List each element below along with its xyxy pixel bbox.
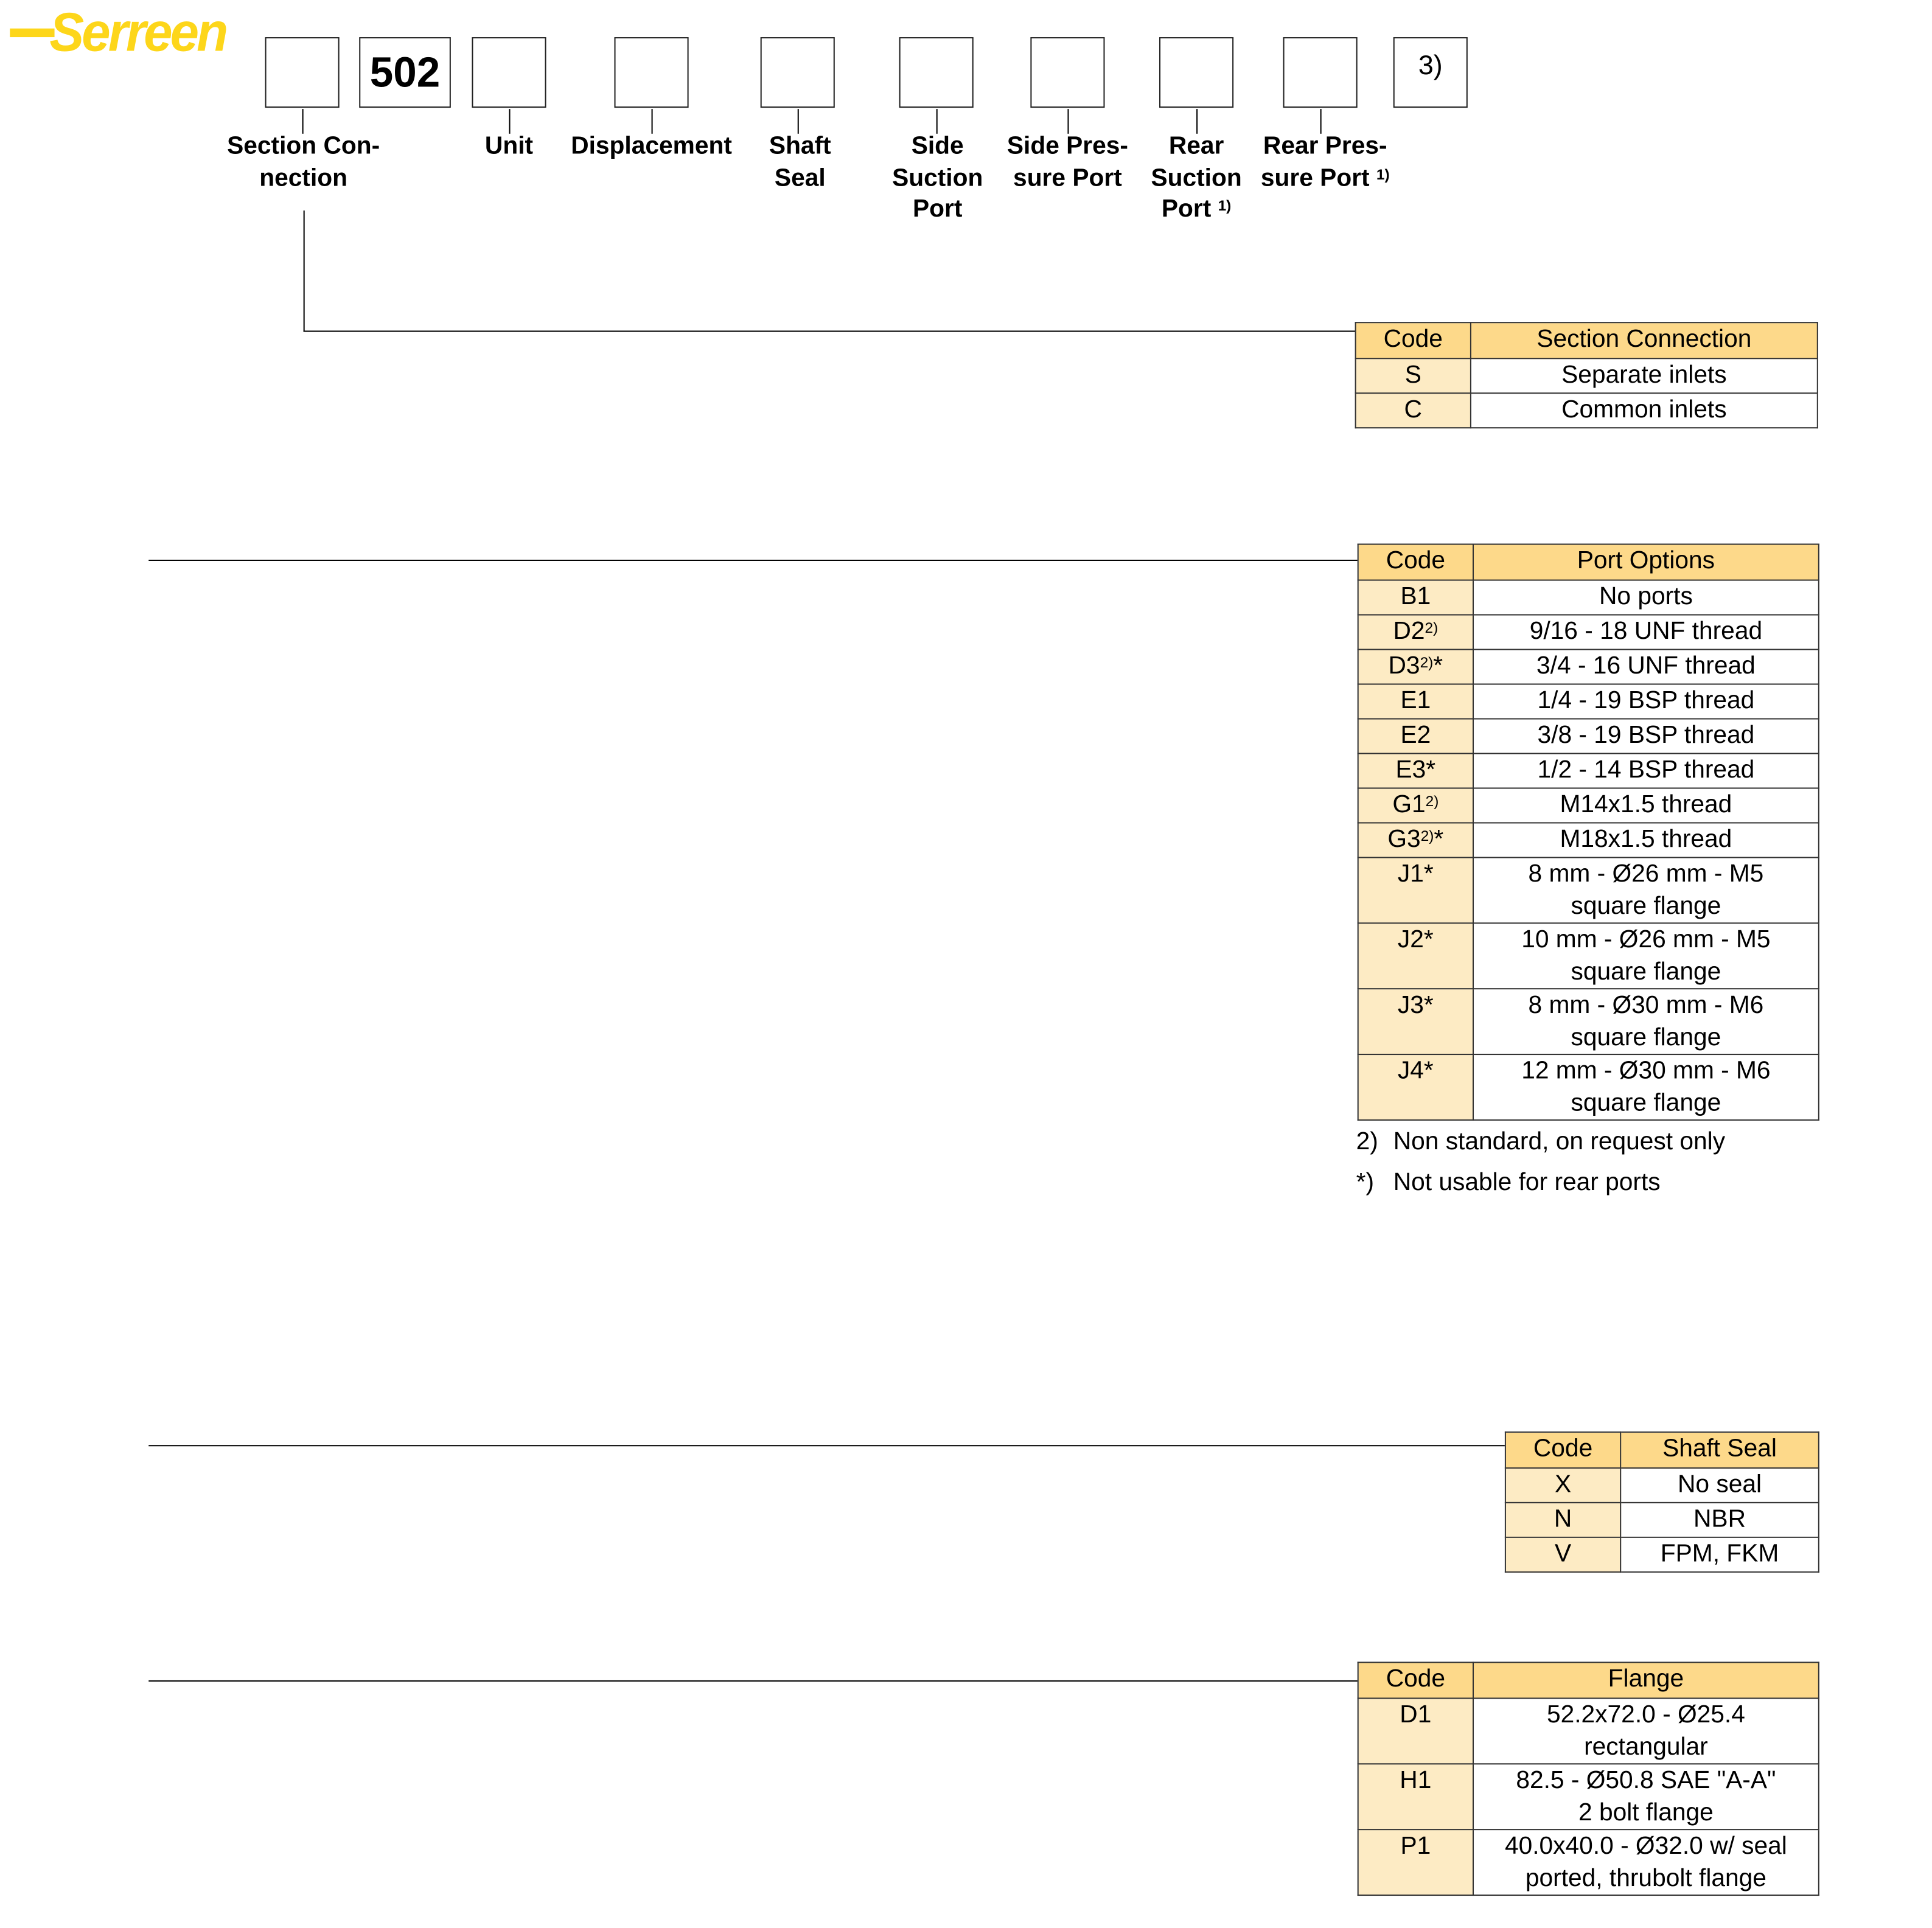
code-box-rear-pressure xyxy=(1283,37,1358,108)
table-row xyxy=(1358,719,1819,753)
header-port-options: Port Options xyxy=(1473,545,1819,580)
code-cell: E2 xyxy=(1358,719,1473,753)
flange-table xyxy=(1358,1662,1819,1896)
code-box-side-suction xyxy=(899,37,974,108)
label-shaft-seal: Shaft Seal xyxy=(769,132,831,192)
code-cell: D3$^{2)}$* xyxy=(1358,650,1473,684)
desc-cell: 12 mm - Ø30 mm - M6 square flange xyxy=(1473,1054,1819,1120)
code-cell: N xyxy=(1505,1503,1620,1537)
desc-cell: No seal xyxy=(1620,1468,1819,1503)
port-options-table xyxy=(1358,543,1819,1120)
shaft-seal-table xyxy=(1505,1432,1819,1573)
header-code: Code xyxy=(1358,545,1473,580)
desc-cell: M14x1.5 thread xyxy=(1473,788,1819,823)
leader-line xyxy=(148,1680,1357,1682)
desc-cell: 9/16 - 18 UNF thread xyxy=(1473,615,1819,650)
desc-cell: No ports xyxy=(1473,580,1819,615)
connector xyxy=(652,109,654,134)
code-cell: G1$^{2)}$ xyxy=(1358,788,1473,823)
desc-cell: 8 mm - Ø26 mm - M5 square flange xyxy=(1473,857,1819,923)
table-row xyxy=(1358,1829,1819,1895)
leader-line xyxy=(148,1445,1505,1447)
table-row xyxy=(1358,923,1819,989)
desc-cell: 1/4 - 19 BSP thread xyxy=(1473,684,1819,719)
label-unit: Unit xyxy=(484,132,534,160)
code-box-series: 502 xyxy=(359,37,451,108)
table-row xyxy=(1358,823,1819,857)
section-connection-table xyxy=(1355,322,1818,428)
desc-cell: NBR xyxy=(1620,1503,1819,1537)
code-cell: D2$^{2)}$ xyxy=(1358,615,1473,650)
header-code: Code xyxy=(1358,1662,1473,1698)
desc-cell: Separate inlets xyxy=(1471,358,1818,393)
code-box-note: 3) xyxy=(1393,37,1468,108)
header-code: Code xyxy=(1505,1432,1620,1468)
connector xyxy=(936,109,938,134)
header-shaft-seal: Shaft Seal xyxy=(1620,1432,1819,1468)
table-row xyxy=(1505,1503,1819,1537)
code-cell: E1 xyxy=(1358,684,1473,719)
desc-cell: 8 mm - Ø30 mm - M6 square flange xyxy=(1473,989,1819,1054)
table-row xyxy=(1358,753,1819,788)
footnote-2: 2) Non standard, on request only xyxy=(1356,1128,1726,1155)
connector xyxy=(509,109,511,134)
code-box-rear-suction xyxy=(1159,37,1233,108)
table-row xyxy=(1358,684,1819,719)
desc-cell: 82.5 - Ø50.8 SAE "A-A" 2 bolt flange xyxy=(1473,1764,1819,1829)
code-cell: C xyxy=(1356,393,1471,428)
connector xyxy=(1067,109,1069,134)
table-row xyxy=(1358,615,1819,650)
code-cell: V xyxy=(1505,1537,1620,1572)
table-row xyxy=(1358,650,1819,684)
desc-cell: 3/4 - 16 UNF thread xyxy=(1473,650,1819,684)
label-side-pressure-port: Side Pres- sure Port xyxy=(1006,132,1128,192)
label-rear-pressure-port: Rear Pres- sure Port $^{1)}$ xyxy=(1260,132,1390,192)
code-box-displacement xyxy=(615,37,689,108)
connector xyxy=(1196,109,1198,134)
logo-bar xyxy=(10,29,54,37)
table-row xyxy=(1358,989,1819,1054)
desc-cell: 3/8 - 19 BSP thread xyxy=(1473,719,1819,753)
code-cell: X xyxy=(1505,1468,1620,1503)
logo-text: Serreen xyxy=(49,2,226,63)
table-row xyxy=(1505,1537,1819,1572)
connector xyxy=(1320,109,1322,134)
table-row xyxy=(1358,1698,1819,1764)
connector xyxy=(798,109,800,134)
code-cell: J3* xyxy=(1358,989,1473,1054)
header-section-connection: Section Connection xyxy=(1471,322,1818,358)
desc-cell: FPM, FKM xyxy=(1620,1537,1819,1572)
code-cell: H1 xyxy=(1358,1764,1473,1829)
desc-cell: 40.0x40.0 - Ø32.0 w/ seal ported, thrubolt flange xyxy=(1473,1829,1819,1895)
table-row xyxy=(1505,1468,1819,1503)
table-row xyxy=(1356,393,1818,428)
header-code: Code xyxy=(1356,322,1471,358)
desc-cell: 52.2x72.0 - Ø25.4 rectangular xyxy=(1473,1698,1819,1764)
code-cell: D1 xyxy=(1358,1698,1473,1764)
code-box-unit xyxy=(472,37,546,108)
leader-line xyxy=(304,330,1356,332)
code-cell: P1 xyxy=(1358,1829,1473,1895)
footnote-star: *) Not usable for rear ports xyxy=(1356,1169,1661,1197)
leader-line xyxy=(148,560,1357,562)
code-box-section-connection xyxy=(265,37,340,108)
connector xyxy=(302,109,304,134)
code-cell: J4* xyxy=(1358,1054,1473,1120)
label-section-connection: Section Con- nection xyxy=(227,132,380,192)
label-displacement: Displacement xyxy=(571,132,732,160)
code-cell: J1* xyxy=(1358,857,1473,923)
desc-cell: M18x1.5 thread xyxy=(1473,823,1819,857)
table-row xyxy=(1358,857,1819,923)
leader-line xyxy=(304,211,305,332)
code-cell: J2* xyxy=(1358,923,1473,989)
table-row xyxy=(1358,1054,1819,1120)
table-row xyxy=(1358,1764,1819,1829)
label-side-suction-port: Side Suction Port xyxy=(892,132,983,223)
header-flange: Flange xyxy=(1473,1662,1819,1698)
desc-cell: Common inlets xyxy=(1471,393,1818,428)
code-box-shaft-seal xyxy=(761,37,835,108)
code-cell: G3$^{2)}$* xyxy=(1358,823,1473,857)
code-cell: B1 xyxy=(1358,580,1473,615)
table-row xyxy=(1356,358,1818,393)
code-cell: E3* xyxy=(1358,753,1473,788)
table-row xyxy=(1358,580,1819,615)
code-box-side-pressure xyxy=(1030,37,1104,108)
table-row xyxy=(1358,788,1819,823)
label-rear-suction-port: Rear Suction Port $^{1)}$ xyxy=(1151,132,1242,223)
code-cell: S xyxy=(1356,358,1471,393)
desc-cell: 1/2 - 14 BSP thread xyxy=(1473,753,1819,788)
desc-cell: 10 mm - Ø26 mm - M5 square flange xyxy=(1473,923,1819,989)
